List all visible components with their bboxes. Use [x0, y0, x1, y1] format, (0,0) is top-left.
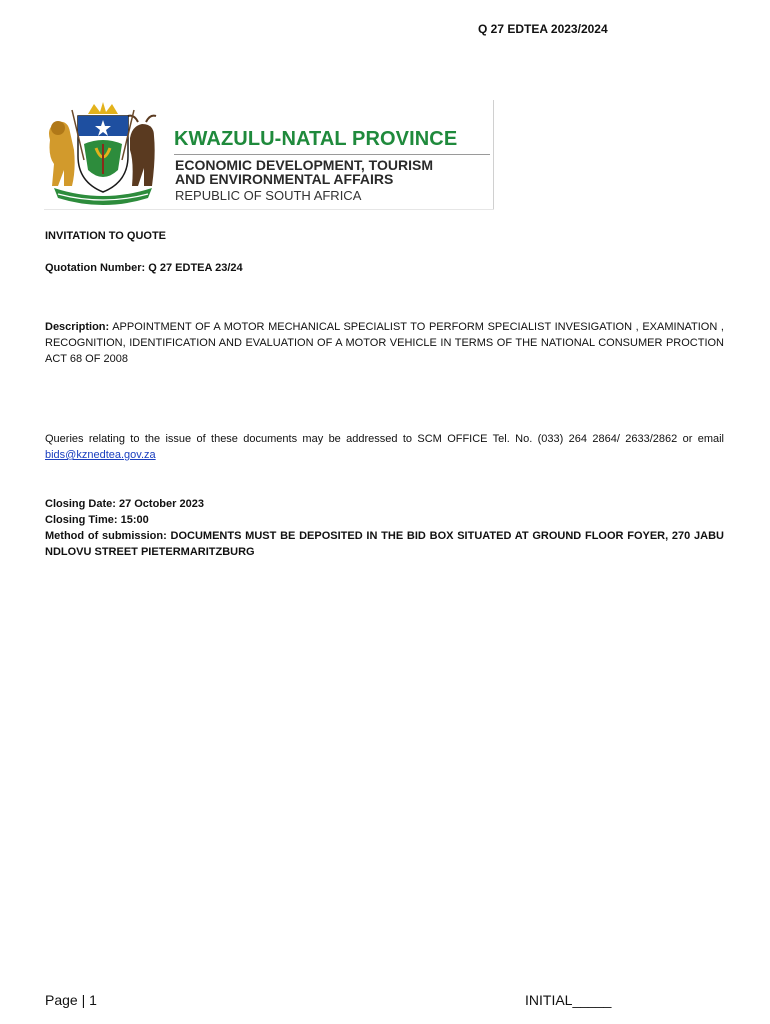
logo-divider-rule [174, 154, 490, 155]
description-text: APPOINTMENT OF A MOTOR MECHANICAL SPECIALIST TO PERFORM SPECIALIST INVESIGATION , EXAMINATION , RECOGNITION, IDENTIFICATION AND EVALUATION OF A MOTOR VEHICLE IN TERMS OF THE NATIONAL CONSUMER PROCTION ACT 68 OF 2008 [45, 321, 724, 365]
coat-of-arms-icon [44, 100, 162, 210]
queries-paragraph [45, 431, 724, 463]
closing-time: Closing Time: 15:00 [45, 514, 149, 526]
logo-bottom-border [44, 209, 494, 210]
document-title: INVITATION TO QUOTE [45, 230, 166, 242]
submission-method: Method of submission: DOCUMENTS MUST BE DEPOSITED IN THE BID BOX SITUATED AT GROUND FLOOR FOYER, 270 JABU NDLOVU STREET PIETERMARITZBURG [45, 530, 724, 558]
document-reference: Q 27 EDTEA 2023/2024 [478, 22, 608, 36]
province-name: KWAZULU-NATAL PROVINCE [174, 128, 458, 150]
quotation-number [45, 262, 243, 274]
queries-text: Queries relating to the issue of these documents may be addressed to SCM OFFICE Tel. No. (033) 264 2864/ 2633/2862 or email [45, 433, 724, 445]
description-label: Description: [45, 321, 110, 333]
description-paragraph [45, 319, 724, 367]
department-name-line2: AND ENVIRONMENTAL AFFAIRS [175, 171, 394, 187]
department-logo [44, 100, 494, 210]
quotation-label: Quotation Number: [45, 262, 149, 274]
quotation-value: Q 27 EDTEA 23/24 [148, 262, 243, 274]
closing-details [45, 496, 724, 560]
department-name-line1: ECONOMIC DEVELOPMENT, TOURISM [175, 157, 433, 173]
email-link[interactable]: bids@kznedtea.gov.za [45, 449, 156, 461]
page-number: Page | 1 [45, 992, 97, 1008]
closing-date: Closing Date: 27 October 2023 [45, 498, 204, 510]
initial-field: INITIAL_____ [525, 992, 612, 1008]
logo-right-border [493, 100, 494, 210]
republic-name: REPUBLIC OF SOUTH AFRICA [175, 188, 362, 203]
